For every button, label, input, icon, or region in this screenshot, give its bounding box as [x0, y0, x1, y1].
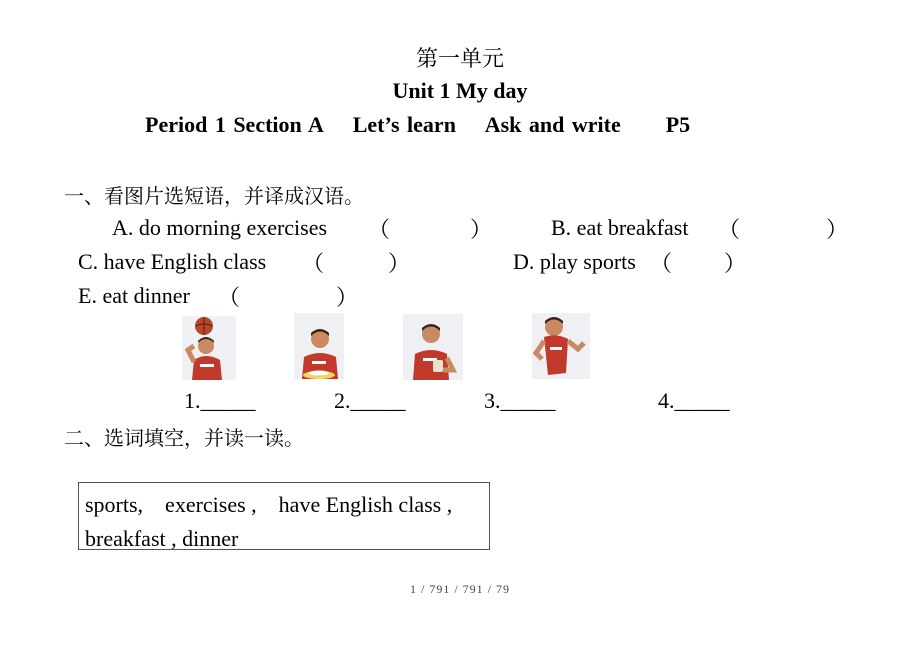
picture-3-boy-drinking — [403, 314, 463, 380]
option-d-close-paren: ） — [724, 251, 747, 276]
option-e: E. eat dinner — [78, 283, 190, 308]
period-heading: Period 1 Section A Let’s learn Ask and write P5 — [145, 112, 691, 137]
option-d-open-paren: （ — [650, 251, 673, 276]
option-b-open-paren: （ — [718, 217, 741, 242]
section-2-heading: 二、选词填空，并读一读。 — [64, 426, 304, 450]
word-bank-line-2: breakfast , dinner — [85, 526, 239, 551]
picture-4-boy-running — [532, 313, 590, 379]
picture-1-boy-playing-basketball — [182, 316, 236, 380]
option-e-open-paren: （ — [218, 285, 241, 310]
word-bank-line-1: sports, exercises , have English class , — [85, 492, 453, 517]
unit-title-chinese: 第一单元 — [415, 47, 504, 72]
word-bank-box — [78, 482, 490, 550]
answer-blank-1[interactable]: 1._____ — [184, 388, 256, 413]
option-d: D. play sports — [513, 249, 636, 274]
picture-2-boy-eating — [294, 313, 344, 379]
option-e-close-paren: ） — [336, 285, 359, 310]
answer-blank-2[interactable]: 2._____ — [334, 388, 406, 413]
option-c: C. have English class — [78, 249, 267, 274]
option-a-close-paren: ） — [470, 217, 493, 242]
option-b-close-paren: ） — [826, 217, 849, 242]
option-b: B. eat breakfast — [551, 215, 689, 240]
option-c-close-paren: ） — [388, 251, 411, 276]
page-number-footer: 1 / 791 / 791 / 79 — [409, 582, 510, 596]
section-1-heading: 一、看图片选短语，并译成汉语。 — [64, 184, 364, 208]
unit-title-english: Unit 1 My day — [392, 78, 528, 103]
answer-blank-3[interactable]: 3._____ — [484, 388, 556, 413]
answer-blank-4[interactable]: 4._____ — [658, 388, 730, 413]
option-a: A. do morning exercises — [112, 215, 328, 240]
option-a-open-paren: （ — [368, 217, 391, 242]
option-c-open-paren: （ — [302, 251, 325, 276]
